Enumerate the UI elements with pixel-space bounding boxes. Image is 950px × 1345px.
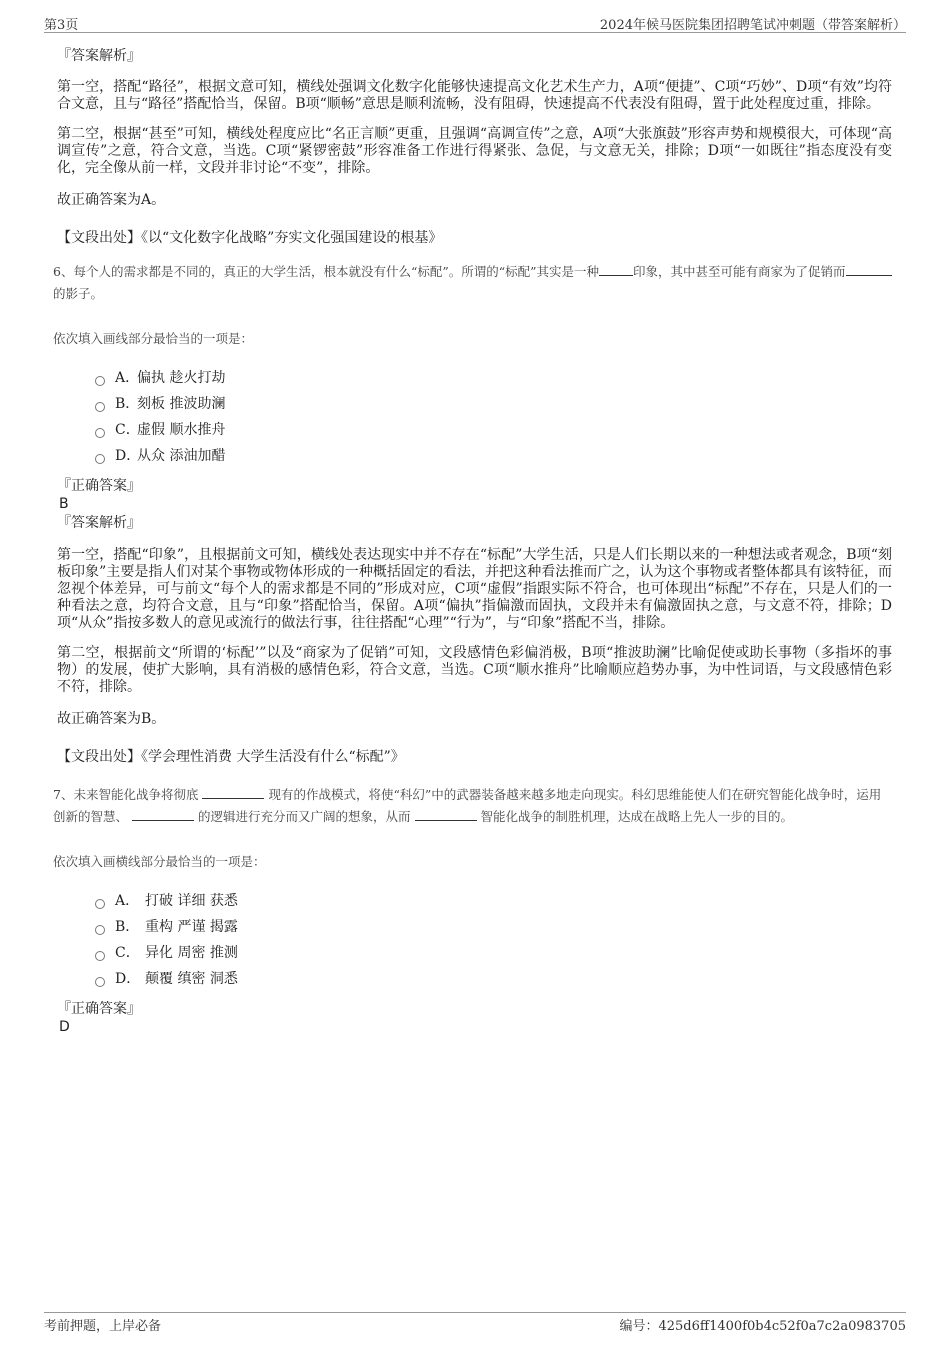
correct-answer: B bbox=[59, 496, 69, 512]
radio-icon[interactable] bbox=[95, 428, 105, 438]
option-c[interactable]: C． 虚假 顺水推舟 bbox=[95, 417, 892, 443]
source-citation: 【文段出处】《以“文化数字化战略”夯实文化强国建设的根基》 bbox=[57, 230, 443, 246]
analysis-paragraph: 第一空，搭配“印象”，且根据前文可知，横线处表达现实中并不存在“标配”大学生活，只是人们长期以来的一种想法或者观念，B项“刻板印象”主要是指人们对某个事物或物体形成的一种概括固定的看法，并把这种看法推而广之，认为这个事物或者整体都具有该特征，而忽视个体差异，可与前文“每个人的需求都是不同的”形成对应，C项“虚假”指跟实际不符合，也可体现出“标配”不存在，只是人们的一种看法之意，均符合文意，且与“印象”搭配恰当，保留。A项“偏执”指偏激而固执，文段并未有偏激固执之意，与文意不符，排除；D项“从众”指按多数人的意见或流行的做法行事，往往搭配“心理”“行为”，与“印象”搭配不当，排除。 bbox=[57, 547, 892, 631]
question-6-options bbox=[95, 365, 892, 469]
conclusion: 故正确答案为A。 bbox=[57, 192, 166, 208]
radio-icon[interactable] bbox=[95, 402, 105, 412]
radio-icon[interactable] bbox=[95, 977, 105, 987]
analysis-title: 『答案解析』 bbox=[57, 515, 141, 531]
radio-icon[interactable] bbox=[95, 454, 105, 464]
fill-blank bbox=[202, 784, 264, 799]
page-footer bbox=[44, 1312, 906, 1334]
option-d[interactable]: D． 从众 添油加醋 bbox=[95, 443, 892, 469]
fill-blank bbox=[415, 806, 477, 821]
fill-blank bbox=[599, 261, 633, 276]
question-prompt: 依次填入画横线部分最恰当的一项是： bbox=[53, 854, 266, 869]
page-number: 第3页 bbox=[44, 18, 79, 33]
question-7-options bbox=[95, 888, 892, 992]
option-b[interactable]: B． 重构 严谨 揭露 bbox=[95, 914, 892, 940]
fill-blank bbox=[132, 806, 194, 821]
analysis-paragraph: 第二空，根据前文“所谓的‘标配’”以及“商家为了促销”可知，文段感情色彩偏消极，B项“推波助澜”比喻促使或助长事物（多指坏的事物）的发展，使扩大影响，具有消极的感情色彩，符合文意，当选。C项“顺水推舟”比喻顺应趋势办事，为中性词语，与文段感情色彩不符，排除。 bbox=[57, 645, 892, 695]
analysis-paragraph: 第二空，根据“甚至”可知，横线处程度应比“名正言顺”更重，且强调“高调宣传”之意，A项“大张旗鼓”形容声势和规模很大，可体现“高调宣传”之意，符合文意，当选。C项“紧锣密鼓”形容准备工作进行得紧张、急促，与文意无关，排除；D项“一如既往”指态度没有变化，完全像从前一样，文段并非讨论“不变”，排除。 bbox=[57, 126, 892, 176]
correct-answer-title: 『正确答案』 bbox=[57, 1001, 141, 1017]
option-c[interactable]: C． 异化 周密 推测 bbox=[95, 940, 892, 966]
correct-answer-title: 『正确答案』 bbox=[57, 478, 141, 494]
radio-icon[interactable] bbox=[95, 376, 105, 386]
option-a[interactable]: A． 偏执 趁火打劫 bbox=[95, 365, 892, 391]
question-7-stem: 7、未来智能化战争将彻底 现有的作战模式，将使“科幻”中的武器装备越来越多地走向现实。科幻思维能使人们在研究智能化战争时，运用创新的智慧、 的逻辑进行充分而又广阔的想象，从而 智能化战争的制胜机理，达成在战略上先人一步的目的。 bbox=[53, 784, 892, 828]
document-title: 2024年候马医院集团招聘笔试冲刺题（带答案解析） bbox=[599, 18, 906, 33]
question-prompt: 依次填入画线部分最恰当的一项是： bbox=[53, 331, 254, 346]
radio-icon[interactable] bbox=[95, 951, 105, 961]
correct-answer: D bbox=[59, 1019, 70, 1035]
radio-icon[interactable] bbox=[95, 925, 105, 935]
question-6-stem: 6、每个人的需求都是不同的，真正的大学生活，根本就没有什么“标配”。所谓的“标配”其实是一种 印象，其中甚至可能有商家为了促销而的影子。 bbox=[53, 261, 892, 305]
page-content bbox=[53, 46, 892, 1036]
source-citation: 【文段出处】《学会理性消费 大学生活没有什么“标配”》 bbox=[57, 749, 405, 765]
analysis-title: 『答案解析』 bbox=[57, 48, 141, 64]
fill-blank bbox=[846, 261, 892, 276]
option-a[interactable]: A． 打破 详细 获悉 bbox=[95, 888, 892, 914]
analysis-paragraph: 第一空，搭配“路径”，根据文意可知，横线处强调文化数字化能够快速提高文化艺术生产力，A项“便捷”、C项“巧妙”、D项“有效”均符合文意，且与“路径”搭配恰当，保留。B项“顺畅”意思是顺利流畅，没有阻碍，快速提高不代表没有阻碍，置于此处程度过重，排除。 bbox=[57, 79, 892, 112]
document-id: 编号：425d6ff1400f0b4c52f0a7c2a0983705 bbox=[619, 1319, 906, 1334]
conclusion: 故正确答案为B。 bbox=[57, 711, 166, 727]
footer-slogan: 考前押题，上岸必备 bbox=[44, 1319, 162, 1334]
page-header bbox=[44, 14, 906, 33]
radio-icon[interactable] bbox=[95, 899, 105, 909]
option-b[interactable]: B． 刻板 推波助澜 bbox=[95, 391, 892, 417]
option-d[interactable]: D． 颠覆 缜密 洞悉 bbox=[95, 966, 892, 992]
